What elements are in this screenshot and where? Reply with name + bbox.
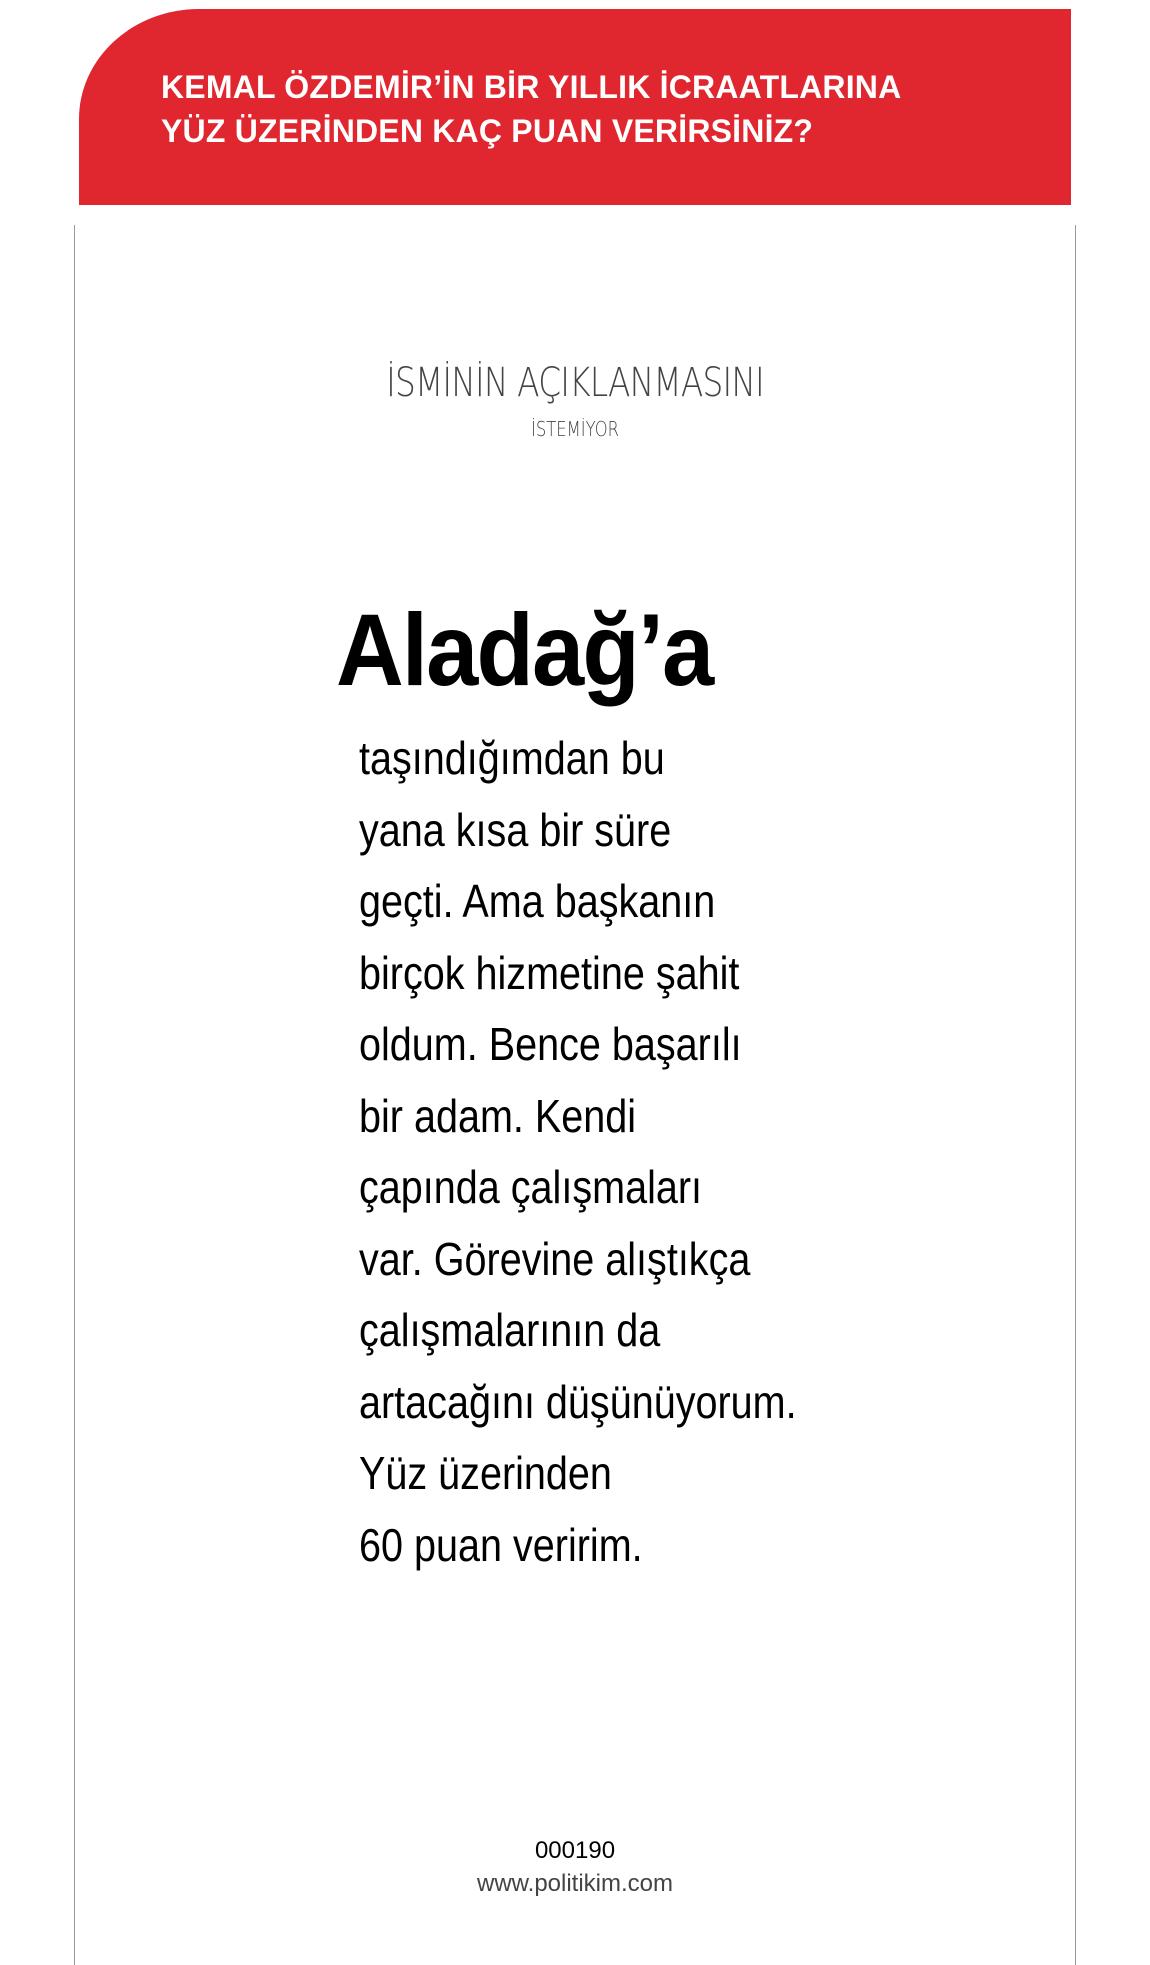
quote-line: yana kısa bir süre: [359, 803, 672, 856]
question-banner: [79, 9, 1071, 205]
quote-line: 60 puan veririm.: [359, 1518, 643, 1571]
quote-line: çalışmalarının da: [359, 1304, 661, 1356]
question-title-line-1: KEMAL ÖZDEMİR’İN BİR YILLIK İCRAATLARINA: [161, 69, 902, 105]
question-title-line-2: YÜZ ÜZERİNDEN KAÇ PUAN VERİRSİNİZ?: [161, 113, 814, 149]
quote-line: Yüz üzerinden: [359, 1447, 612, 1499]
footer-id: 000190: [534, 1837, 616, 1864]
respondent-name: İSMİNİN AÇIKLANMASINI: [386, 360, 764, 406]
footer-url[interactable]: www.politikim.com: [476, 1870, 674, 1897]
quote-body: [359, 723, 919, 1581]
quote-headline: Aladağ’a: [336, 593, 713, 707]
frame-left-border: [74, 225, 75, 1965]
respondent-note: İSTEMİYOR: [530, 417, 620, 441]
quote-line: oldum. Bence başarılı: [359, 1018, 742, 1070]
quote-line: geçti. Ama başkanın: [359, 875, 716, 927]
quote-line: artacağını düşünüyorum.: [359, 1375, 797, 1428]
question-title: [161, 65, 1041, 153]
quote-line: taşındığımdan bu: [359, 732, 665, 784]
frame-right-border: [1075, 225, 1076, 1965]
quote-line: var. Görevine alıştıkça: [359, 1232, 751, 1285]
quote-line: çapında çalışmaları: [359, 1161, 703, 1213]
quote-line: birçok hizmetine şahit: [359, 946, 740, 999]
quote-line: bir adam. Kendi: [359, 1089, 637, 1142]
